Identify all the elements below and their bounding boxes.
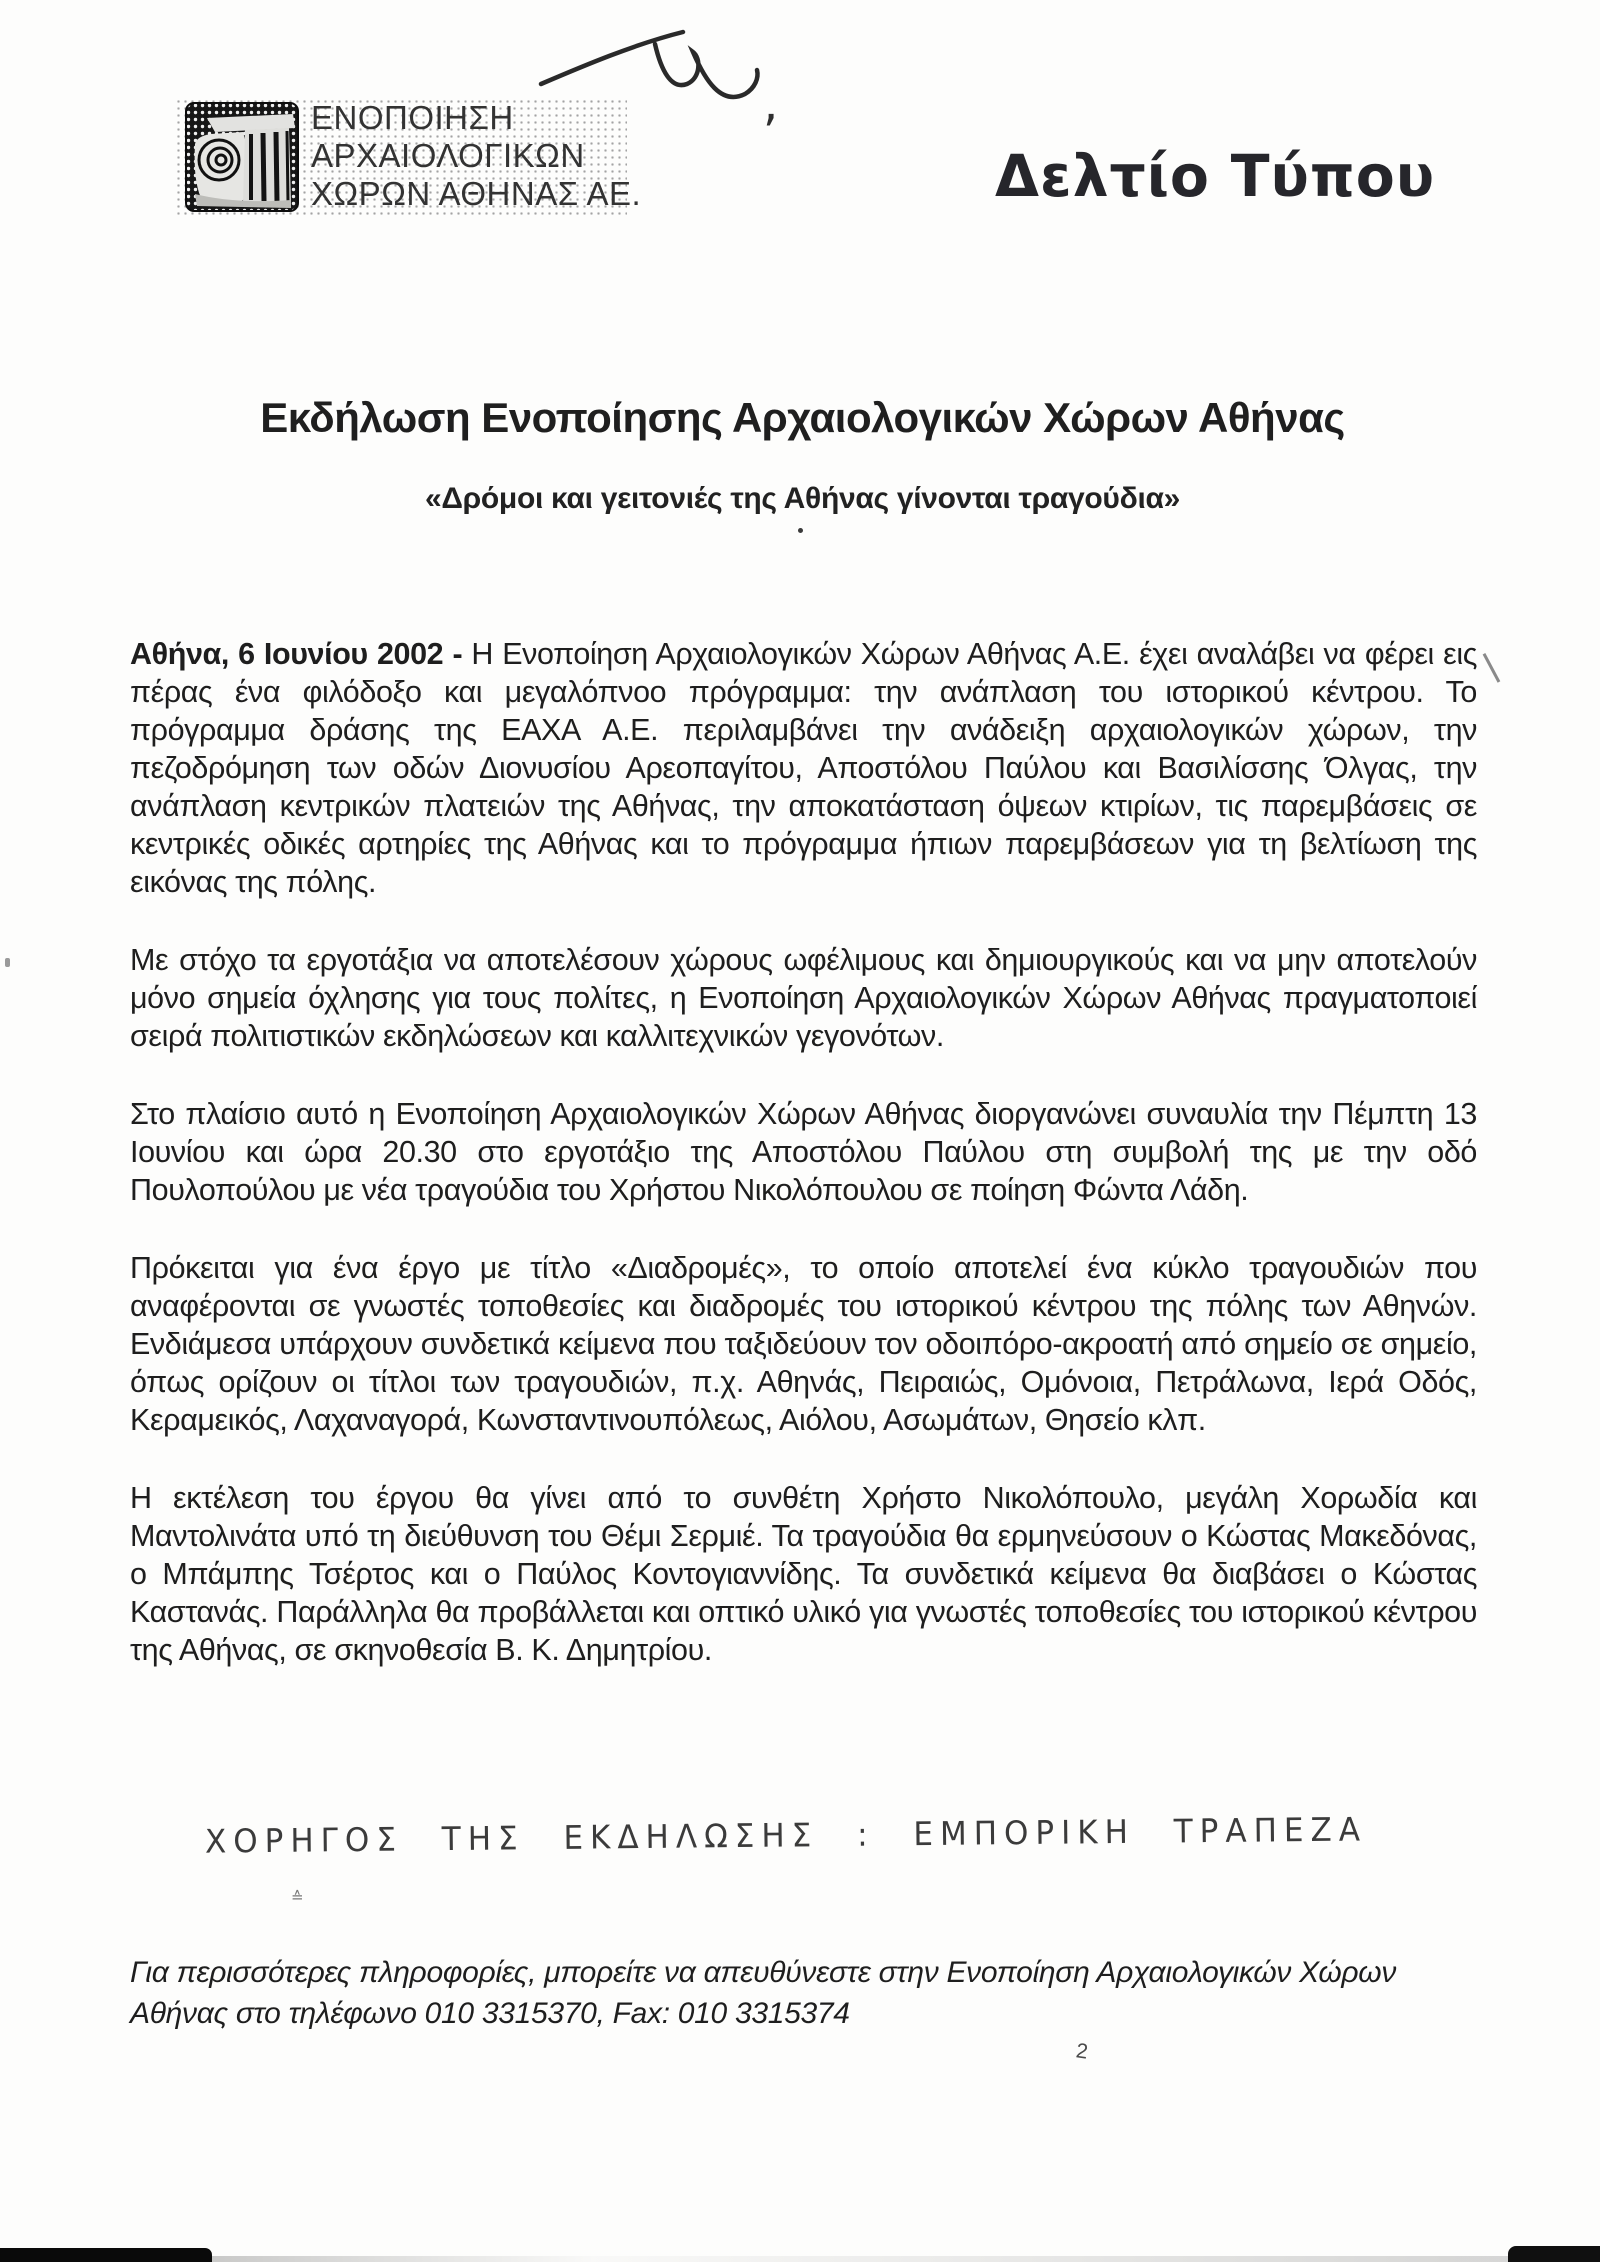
page-title: Εκδήλωση Ενοποίησης Αρχαιολογικών Χώρων Αθήνας <box>260 394 1345 441</box>
footer-line-2: Αθήνας στο τηλέφωνο 010 3315370, Fax: 010 3315374 <box>130 1997 850 2030</box>
handwritten-comma-mark: , <box>763 76 779 132</box>
page-subtitle: «Δρόμοι και γειτονιές της Αθήνας γίνονται τραγούδια» <box>424 482 1181 515</box>
small-pen-mark: ≙ <box>291 1889 304 1906</box>
dateline: Αθήνα, 6 Ιουνίου 2002 - <box>130 637 472 671</box>
scan-edge-artifact-left <box>0 2248 212 2262</box>
logo-line-2: ΑΡΧΑΙΟΛΟΓΙΚΩΝ <box>311 137 585 174</box>
logo-line-1: ΕΝΟΠΟΙΗΣΗ <box>311 99 514 136</box>
scan-edge-smear <box>200 2256 1510 2262</box>
handwritten-initials-mark <box>535 18 770 133</box>
handwritten-sponsor-note: ΧΟΡΗΓΟΣ ΤΗΣ ΕΚΔΗΛΩΣΗΣ : ΕΜΠΟΡΙΚΗ ΤΡΑΠΕΖΑ <box>204 1811 1368 1861</box>
scan-edge-artifact-right <box>1508 2246 1600 2262</box>
footer-line-1: Για περισσότερες πληροφορίες, μπορείτε να απευθύνεστε στην Ενοποίηση Αρχαιολογικών Χώρων <box>130 1956 1397 1989</box>
body-paragraph-3: Στο πλαίσιο αυτό η Ενοποίηση Αρχαιολογικών Χώρων Αθήνας διοργανώνει συναυλία την Πέμπτη 13 Ιουνίου και ώρα 20.30 στο εργοτάξιο της Αποστόλου Παύλου στη συμβολή της με την οδό Πουλοπούλου με νέα τραγούδια του Χρήστου Νικολόπουλου σε ποίηση Φώντα Λάδη. <box>130 1097 1477 1207</box>
body-paragraph-5: Η εκτέλεση του έργου θα γίνει από το συνθέτη Χρήστο Νικολόπουλο, μεγάλη Χορωδία και Μαντολινάτα υπό τη διεύθυνση του Θέμι Σερμιέ. Τα τραγούδια θα ερμηνεύσουν ο Κώστας Μακεδόνας, ο Μπάμπης Τσέρτος και ο Παύλος Κοντογιαννίδης. Τα συνδετικά κείμενα θα διαβάσει ο Κώστας Καστανάς. Παράλληλα θα προβάλλεται και οπτικό υλικό για γνωστές τοποθεσίες του ιστορικού κέντρου της Αθήνας, σε σκηνοθεσία Β. Κ. Δημητρίου. <box>130 1481 1477 1667</box>
doc-type-label: Δελτίο Τύπου <box>995 142 1436 210</box>
body-text <box>130 635 1477 1709</box>
subtitle-dot-artifact <box>798 528 803 533</box>
logo-line-3: ΧΩΡΩΝ ΑΘΗΝΑΣ ΑΕ. <box>311 175 642 212</box>
body-paragraph-4: Πρόκειται για ένα έργο με τίτλο «Διαδρομές», το οποίο αποτελεί ένα κύκλο τραγουδιών που αναφέρονται σε γνωστές τοποθεσίες και διαδρομές του ιστορικού κέντρου της πόλης των Αθηνών. Ενδιάμεσα υπάρχουν συνδετικά κείμενα που ταξιδεύουν τον οδοιπόρο-ακροατή από σημείο σε σημείο, όπως ορίζουν οι τίτλοι των τραγουδιών, π.χ. Αθηνάς, Πειραιώς, Ομόνοια, Πετράλωνα, Ιερά Οδός, Κεραμεικός, Λαχαναγορά, Κωνσταντινουπόλεως, Αιόλου, Ασωμάτων, Θησείο κλπ. <box>130 1251 1477 1437</box>
ionic-column-capital-icon <box>185 102 299 212</box>
body-paragraph-2: Με στόχο τα εργοτάξια να αποτελέσουν χώρους ωφέλιμους και δημιουργικούς και να μην αποτελούν μόνο σημεία όχλησης για τους πολίτες, η Ενοποίηση Αρχαιολογικών Χώρων Αθήνας πραγματοποιεί σειρά πολιτιστικών εκδηλώσεων και καλλιτεχνικών γεγονότων. <box>130 943 1477 1053</box>
body-paragraph-1: Αθήνα, 6 Ιουνίου 2002 - Η Ενοποίηση Αρχαιολογικών Χώρων Αθήνας Α.Ε. έχει αναλάβει να φέρει εις πέρας ένα φιλόδοξο και μεγαλόπνοο πρόγραμμα: την ανάπλαση του ιστορικού κέντρου. Το πρόγραμμα δράσης της ΕΑΧΑ Α.Ε. περιλαμβάνει την ανάδειξη αρχαιολογικών χώρων, την πεζοδρόμηση των οδών Διονυσίου Αρεοπαγίτου, Αποστόλου Παύλου και Βασιλίσσης Όλγας, την ανάπλαση κεντρικών πλατειών της Αθήνας, την αποκατάσταση όψεων κτιρίων, τις παρεμβάσεις σε κεντρικές οδικές αρτηρίες της Αθήνας και το πρόγραμμα ήπιων παρεμβάσεων για τη βελτίωση της εικόνας της πόλης. <box>130 637 1477 899</box>
footer-contact-note <box>130 1952 1530 2034</box>
page-number-mark: 2 <box>1074 2039 1090 2064</box>
pen-stroke-artifact <box>1483 653 1500 682</box>
scan-speck-artifact <box>5 958 10 967</box>
